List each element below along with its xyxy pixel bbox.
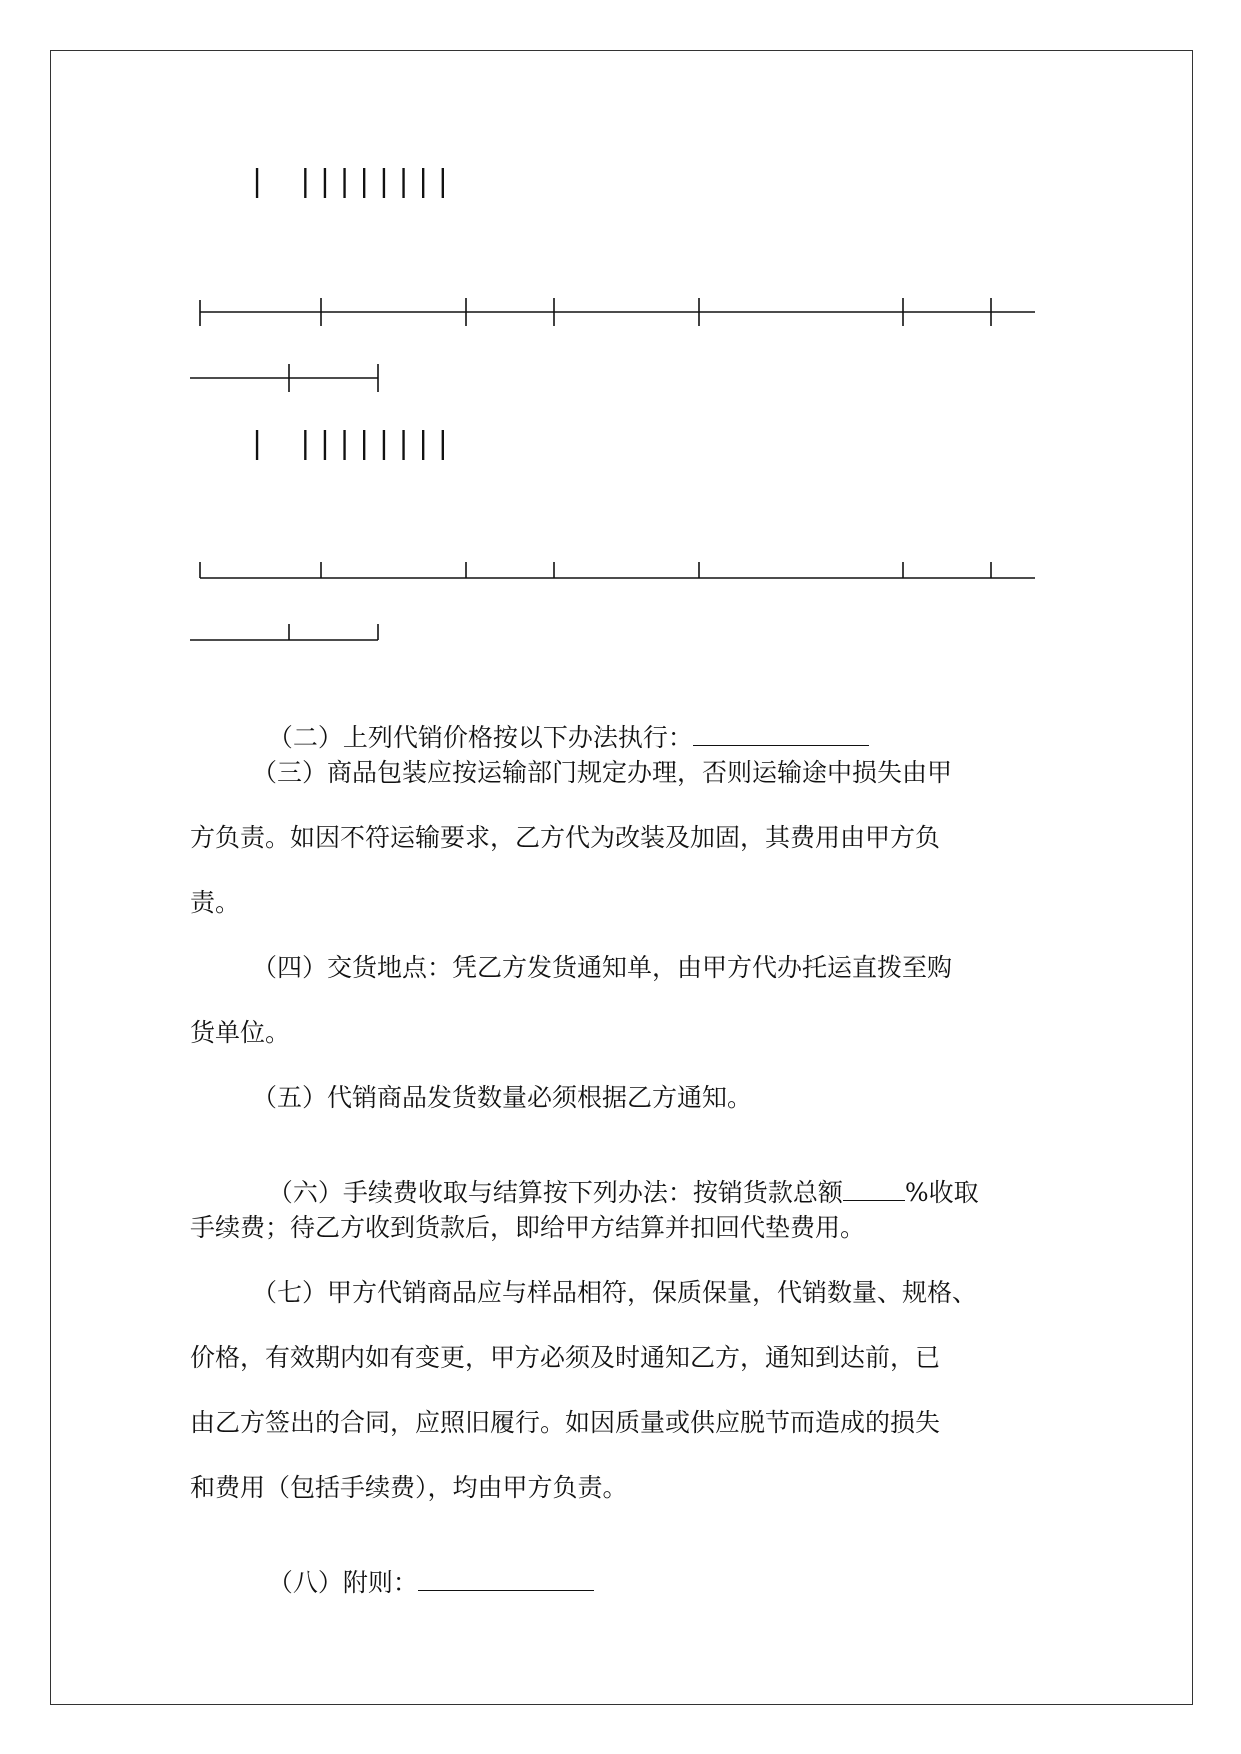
clause-8 [252, 1538, 594, 1598]
clause-7-line-3: 由乙方签出的合同，应照旧履行。如因质量或供应脱节而造成的损失 [190, 1408, 941, 1437]
clause-8-text: （八）附则： [267, 1568, 418, 1597]
clause-7-line-4: 和费用（包括手续费），均由甲方负责。 [190, 1473, 628, 1502]
clause-6-blank [843, 1178, 905, 1201]
clause-3-line-2: 方负责。如因不符运输要求，乙方代为改装及加固，其费用由甲方负 [190, 823, 941, 852]
table-bars-row-1: | | | | | | | | | [252, 164, 448, 199]
clause-2-text: （二）上列代销价格按以下办法执行： [267, 723, 693, 752]
clause-6-text-b: %收取 [904, 1178, 979, 1207]
table-bars-row-2: | | | | | | | | | [252, 426, 448, 461]
clause-6-line-2: 手续费；待乙方收到货款后，即给甲方结算并扣回代垫费用。 [190, 1213, 866, 1242]
table-bottom-rule [0, 540, 1241, 660]
clause-4-line-2: 货单位。 [190, 1018, 291, 1047]
clause-4-line-1: （四）交货地点：凭乙方发货通知单，由甲方代办托运直拨至购 [252, 953, 953, 982]
clause-2 [252, 693, 869, 753]
clause-2-blank [693, 723, 869, 746]
clause-5: （五）代销商品发货数量必须根据乙方通知。 [252, 1083, 753, 1112]
clause-3-line-1: （三）商品包装应按运输部门规定办理，否则运输途中损失由甲 [252, 758, 953, 787]
clause-6-text-a: （六）手续费收取与结算按下列办法：按销货款总额 [267, 1178, 843, 1207]
clause-6-line-1 [252, 1148, 979, 1208]
clause-7-line-1: （七）甲方代销商品应与样品相符，保质保量，代销数量、规格、 [252, 1278, 978, 1307]
clause-8-blank [418, 1568, 594, 1591]
clause-7-line-2: 价格，有效期内如有变更，甲方必须及时通知乙方，通知到达前，已 [190, 1343, 941, 1372]
clause-3-line-3: 责。 [190, 888, 241, 917]
